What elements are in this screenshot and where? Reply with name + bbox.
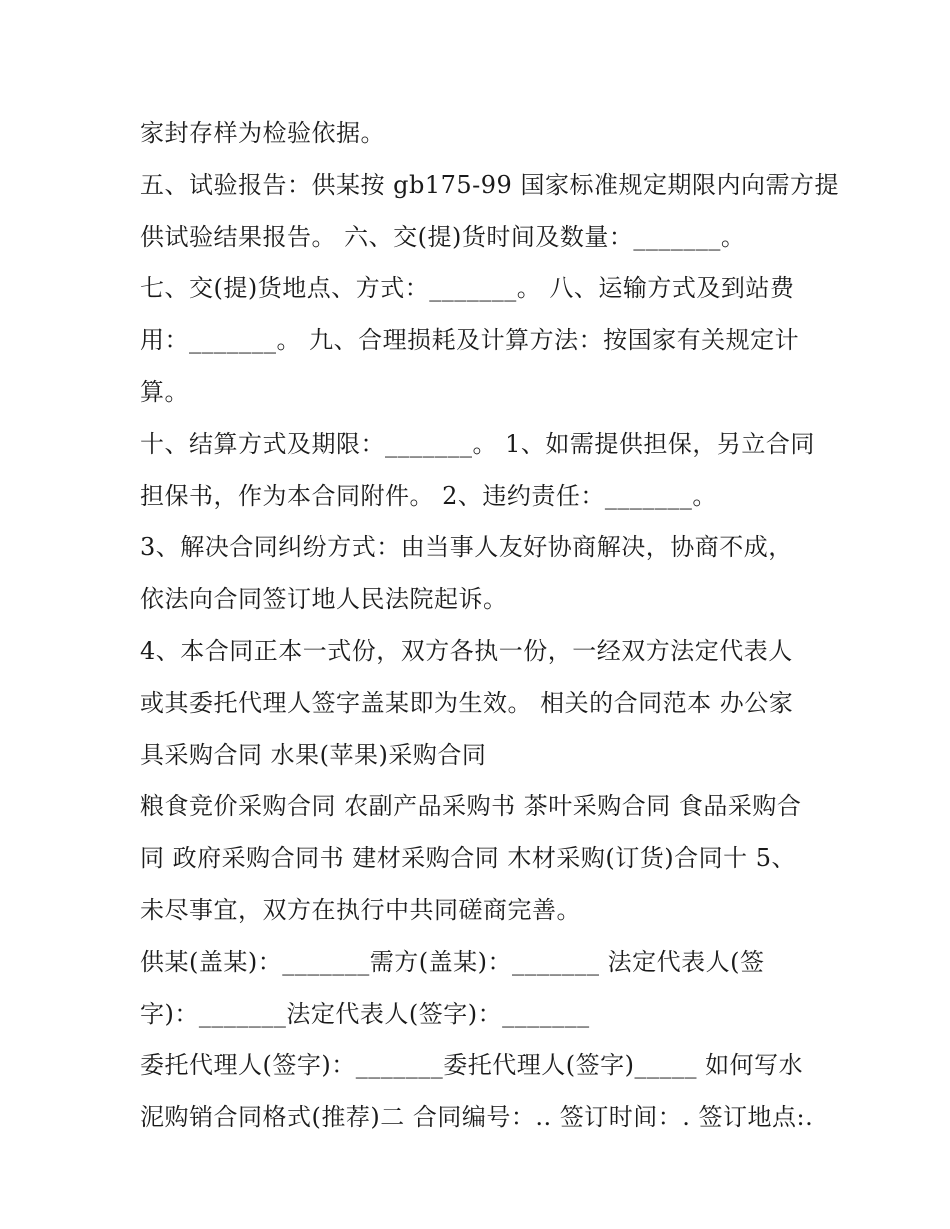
text-line: 3、解决合同纠纷方式：由当事人友好协商解决，协商不成， (140, 533, 793, 562)
contract-text (140, 108, 839, 1144)
text-line: 算。 (140, 377, 189, 406)
text-line: 五、试验报告：供某按 gb175-99 国家标准规定期限内向需方提 (140, 170, 839, 199)
text-line: 家封存样为检验依据。 (140, 119, 385, 147)
text-line: 粮食竞价采购合同 农副产品采购书 茶叶采购合同 食品采购合 (140, 792, 802, 821)
text-line: 供某(盖某)：_______需方(盖某)：_______ 法定代表人(签 (140, 947, 765, 976)
text-line: 委托代理人(签字)：_______委托代理人(签字)_____ 如何写水 (140, 1051, 804, 1080)
text-line: 用：_______。 九、合理损耗及计算方法：按国家有关规定计 (140, 326, 800, 355)
text-line: 依法向合同签订地人民法院起诉。 (140, 585, 508, 614)
text-line: 七、交(提)货地点、方式：_______。 八、运输方式及到站费 (140, 274, 795, 303)
text-line: 泥购销合同格式(推荐)二 合同编号：.. 签订时间：. 签订地点:. (140, 1103, 814, 1132)
text-line: 十、结算方式及期限：_______。 1、如需提供担保，另立合同 (140, 429, 815, 458)
text-line: 担保书，作为本合同附件。 2、违约责任：_______。 (140, 481, 717, 510)
text-line: 或其委托代理人签字盖某即为生效。 相关的合同范本 办公家 (140, 688, 794, 717)
text-line: 同 政府采购合同书 建材采购合同 木材采购(订货)合同十 5、 (140, 844, 797, 873)
text-line: 未尽事宜，双方在执行中共同磋商完善。 (140, 895, 581, 924)
text-line: 字)：_______法定代表人(签字)：_______ (140, 999, 590, 1028)
text-line: 供试验结果报告。 六、交(提)货时间及数量：_______。 (140, 222, 746, 251)
text-line: 4、本合同正本一式份，双方各执一份，一经双方法定代表人 (140, 636, 793, 665)
text-line: 具采购合同 水果(苹果)采购合同 (140, 740, 487, 769)
